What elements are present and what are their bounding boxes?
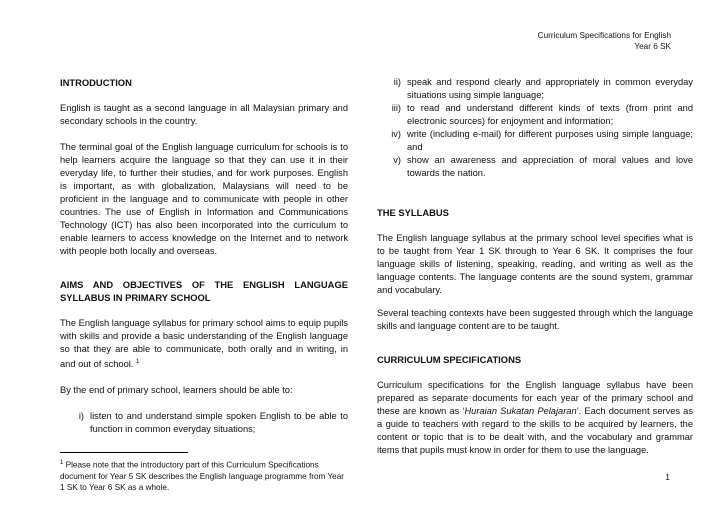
intro-paragraph-2: The terminal goal of the English language curriculum for schools is to help learners acquire the language so that they can use it in their everyday life, to further their studies, and for work purposes. English is important, as with globalization, Malaysians will need to be proficient in the language and to communicate with people in other countries. The use of English in Information and Communications Technology (ICT) has also been incorporated into the curriculum to enable learners to access knowledge on the Internet and to network with people both locally and overseas.	[60, 142, 348, 256]
header-title: Curriculum Specifications for English	[537, 31, 671, 40]
list-item-text: show an awareness and appreciation of moral values and love towards the nation.	[407, 155, 693, 178]
list-item	[377, 76, 693, 102]
list-item-text: speak and respond clearly and appropriately in common everyday situations using simple language;	[407, 77, 693, 100]
right-column	[377, 76, 693, 457]
footnote-number: 1	[60, 460, 64, 467]
curriculum-specifications-heading: CURRICULUM SPECIFICATIONS	[377, 354, 522, 365]
page-header	[538, 30, 671, 52]
footnote-ref: 1	[136, 359, 140, 365]
intro-paragraph-1: English is taught as a second language in all Malaysian primary and secondary schools in the country.	[60, 103, 348, 126]
list-item-text: listen to and understand simple spoken English to be able to function in common everyday situations;	[90, 411, 348, 435]
aims-heading: AIMS AND OBJECTIVES OF THE ENGLISH LANGUAGE SYLLABUS IN PRIMARY SCHOOL	[60, 279, 348, 303]
syllabus-paragraph-2: Several teaching contexts have been suggested through which the language skills and language content are to be taught.	[377, 308, 693, 331]
footnote-text: Please note that the introductory part of this Curriculum Specifications document for Year 5 SK describes the English language programme from Year 1 SK to Year 6 SK as a whole.	[60, 460, 345, 492]
list-item-number: v)	[393, 155, 401, 165]
list-item	[377, 154, 693, 180]
syllabus-heading: THE SYLLABUS	[377, 207, 449, 218]
footnote-divider	[60, 452, 188, 453]
list-item-text: to read and understand different kinds of texts (from print and electronic sources) for enjoyment and information;	[407, 103, 693, 126]
page-number: 1	[665, 472, 670, 482]
objectives-list-right	[377, 76, 693, 180]
list-item-number: ii)	[393, 77, 401, 87]
objectives-list-left	[60, 410, 348, 436]
left-column	[60, 76, 348, 493]
list-item-text: write (including e-mail) for different purposes using simple language; and	[407, 129, 693, 152]
list-item-number: i)	[78, 411, 84, 422]
syllabus-paragraph-1: The English language syllabus at the primary school level specifies what is to be taught from Year 1 SK through to Year 6 SK. It comprises the four language skills of listening, speaking, reading, and writing as well as the language contents. The language contents are the sound system, grammar and vocabulary.	[377, 233, 693, 295]
list-item	[377, 102, 693, 128]
list-item	[60, 410, 348, 436]
list-item-number: iv)	[391, 129, 401, 139]
list-item-number: iii)	[391, 103, 401, 113]
header-year: Year 6 SK	[634, 42, 671, 51]
aims-paragraph-1: The English language syllabus for primary school aims to equip pupils with skills and provide a basic understanding of the English language so that they are able to communicate, both orally and in writing, in and out of school. $^1$	[60, 318, 348, 370]
footnote	[60, 458, 348, 493]
aims-paragraph-2: By the end of primary school, learners should be able to:	[60, 385, 293, 396]
specifications-paragraph: Curriculum specifications for the English language syllabus have been prepared as separate documents for each year of the primary school and these are known as ‘Huraian Sukatan Pelajaran’. Each document serves as a guide to teachers with regard to the skills to be acquired by learners, the content or topic that is to be dealt with, and the vocabulary and grammar items that pupils must know in order for them to use the language.	[377, 380, 693, 455]
introduction-heading: INTRODUCTION	[60, 77, 132, 88]
list-item	[377, 128, 693, 154]
